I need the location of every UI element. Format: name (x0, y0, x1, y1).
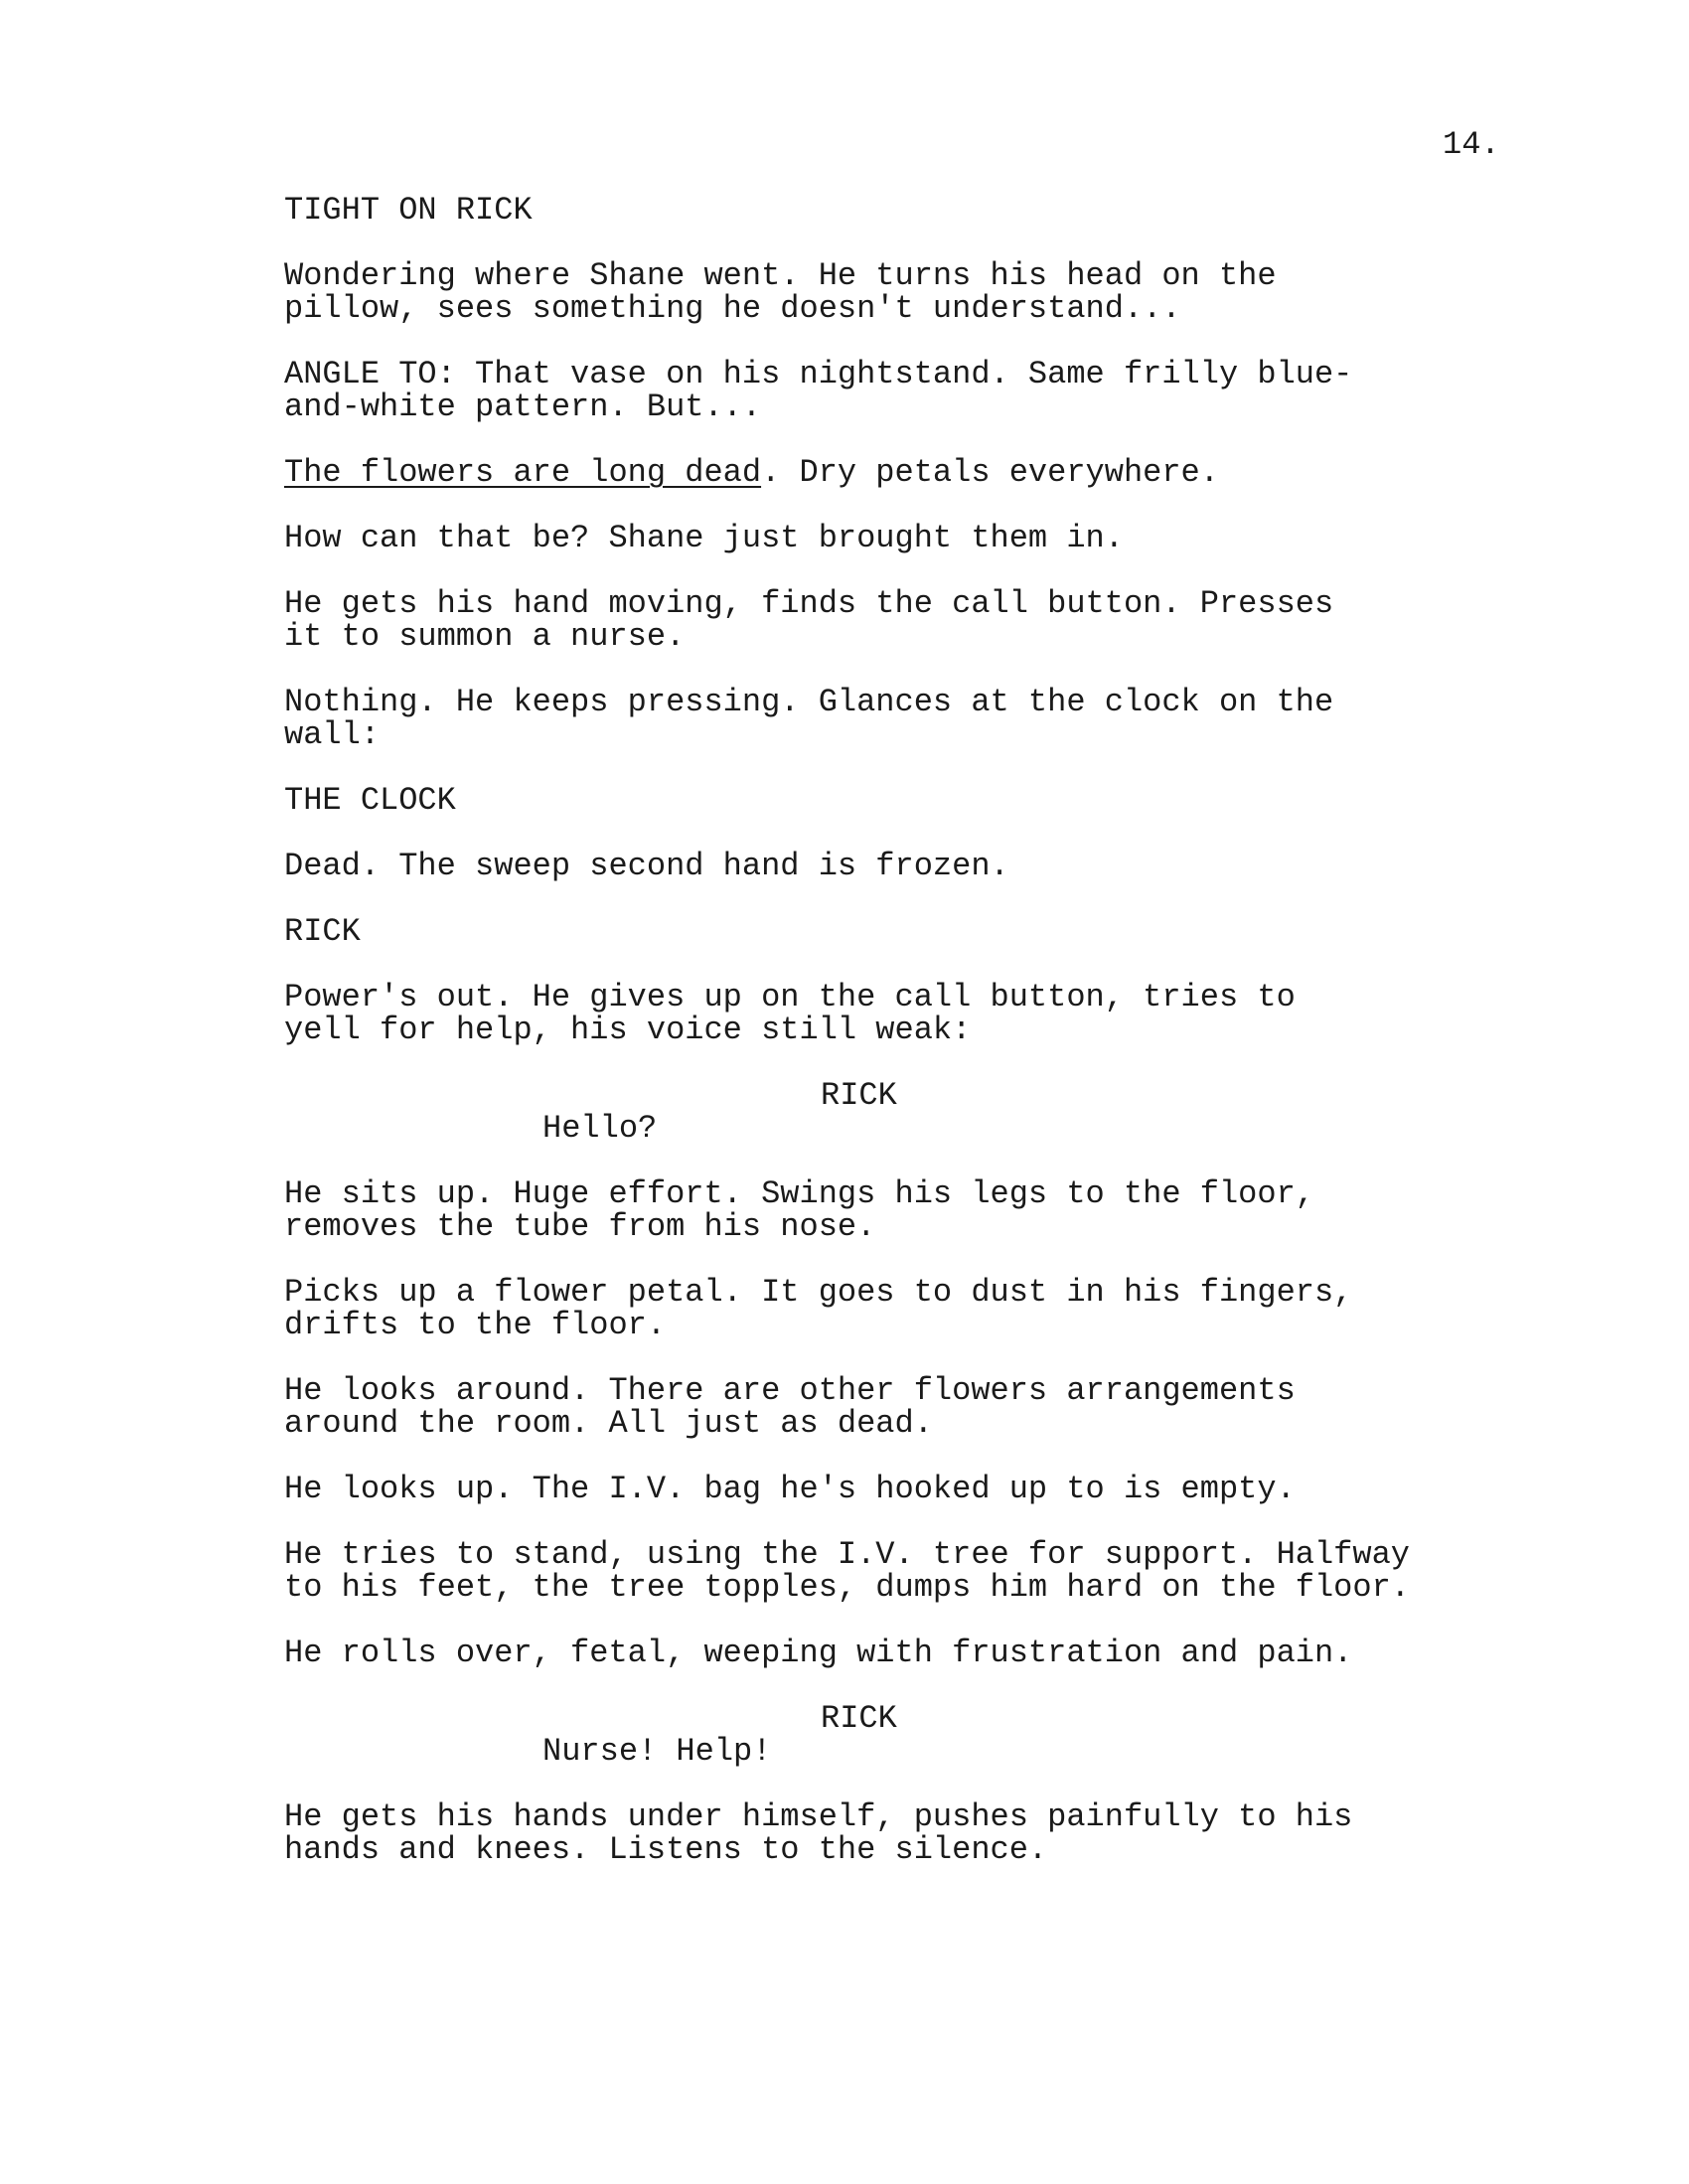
action-hand-moving: He gets his hand moving, finds the call button. Presses it to summon a nurse. (284, 585, 1334, 655)
scene-heading-tight-on-rick: TIGHT ON RICK (284, 192, 533, 229)
action-wondering: Wondering where Shane went. He turns his head on the pillow, sees something he doesn't understand... (284, 257, 1277, 327)
dialogue-line: Nurse! Help! (542, 1733, 772, 1770)
dialogue-line: Hello? (542, 1110, 658, 1147)
underlined-phrase: The flowers are long dead (284, 454, 762, 491)
action-how-can: How can that be? Shane just brought them in. (284, 520, 1124, 556)
action-dead: Dead. The sweep second hand is frozen. (284, 848, 1009, 884)
action-looks-around: He looks around. There are other flowers arrangements around the room. All just as dead. (284, 1372, 1296, 1442)
action-flowers-rest: . Dry petals everywhere. (761, 454, 1219, 491)
action-flowers-dead (284, 456, 1536, 489)
character-cue: RICK (821, 1700, 897, 1737)
action-looks-up: He looks up. The I.V. bag he's hooked up to is empty. (284, 1471, 1296, 1507)
action-tries-stand: He tries to stand, using the I.V. tree for support. Halfway to his feet, the tree topples, dumps him hard on the floor. (284, 1536, 1410, 1606)
action-angle-to: ANGLE TO: That vase on his nightstand. Same frilly blue- and-white pattern. But... (284, 356, 1353, 425)
character-cue: RICK (821, 1077, 897, 1114)
action-hands-knees: He gets his hands under himself, pushes painfully to his hands and knees. Listens to the silence. (284, 1798, 1353, 1868)
action-power-out: Power's out. He gives up on the call button, tries to yell for help, his voice still weak: (284, 979, 1296, 1048)
action-petal: Picks up a flower petal. It goes to dust in his fingers, drifts to the floor. (284, 1274, 1353, 1343)
scene-heading-rick: RICK (284, 913, 361, 950)
action-nothing: Nothing. He keeps pressing. Glances at the clock on the wall: (284, 684, 1334, 753)
page-number: 14. (1443, 126, 1500, 163)
action-rolls-over: He rolls over, fetal, weeping with frustration and pain. (284, 1635, 1353, 1671)
action-sits-up: He sits up. Huge effort. Swings his legs to the floor, removes the tube from his nose. (284, 1175, 1314, 1245)
scene-heading-the-clock: THE CLOCK (284, 782, 456, 819)
